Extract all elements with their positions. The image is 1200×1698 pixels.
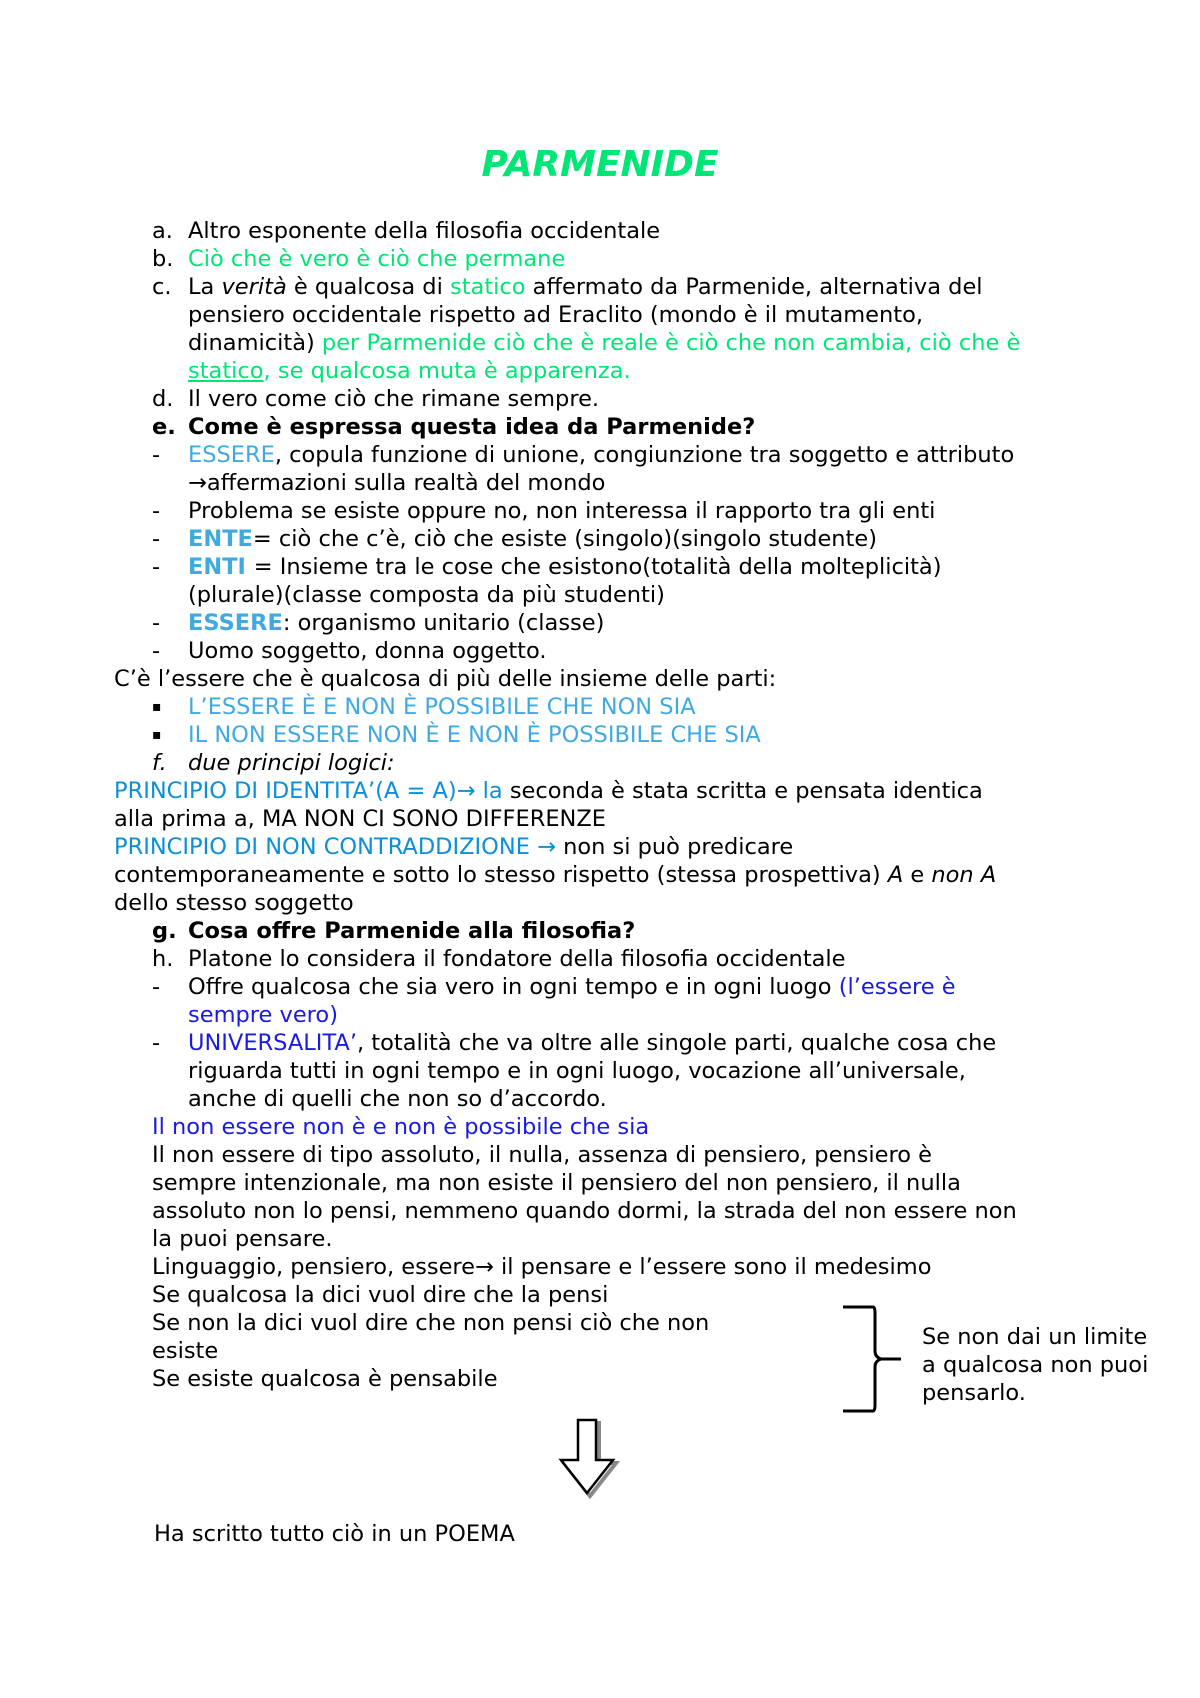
section-heading: Come è espressa questa idea da Parmenide? xyxy=(188,414,756,440)
dash-marker: - xyxy=(152,442,161,468)
text-line: dello stesso soggetto xyxy=(114,890,354,916)
text-run: ENTE xyxy=(188,526,253,552)
side-note-line: pensarlo. xyxy=(922,1380,1026,1406)
side-note-line: a qualcosa non puoi xyxy=(922,1352,1149,1378)
text-run: affermato da Parmenide, alternativa del xyxy=(525,274,983,300)
square-bullet-icon: ▪ xyxy=(152,699,162,715)
list-marker: c. xyxy=(152,274,172,300)
text-run: UNIVERSALITA’ xyxy=(188,1030,357,1056)
text-run: e xyxy=(903,862,932,888)
text-run: ENTI xyxy=(188,554,254,580)
text-run: statico xyxy=(188,358,264,384)
text-run: contemporaneamente e sotto lo stesso rispetto (stessa prospettiva) xyxy=(114,862,888,888)
dash-marker: - xyxy=(152,526,161,552)
text-line: riguarda tutti in ogni tempo e in ogni luogo, vocazione all’universale, xyxy=(188,1058,966,1084)
text-line: la puoi pensare. xyxy=(152,1226,333,1252)
list-marker: d. xyxy=(152,386,174,412)
text-run: non A xyxy=(931,862,997,888)
text-line: →affermazioni sulla realtà del mondo xyxy=(188,470,606,496)
list-item: Platone lo considera il fondatore della filosofia occidentale xyxy=(188,946,846,972)
text-run: Offre qualcosa che sia vero in ogni tempo e in ogni luogo xyxy=(188,974,839,1000)
principle-identity xyxy=(114,777,983,805)
section-heading: due principi logici: xyxy=(188,750,395,776)
text-run: dinamicità) xyxy=(188,330,322,356)
down-arrow-icon xyxy=(558,1418,626,1500)
list-item xyxy=(188,245,565,273)
text-run: , totalità che va oltre alle singole parti, qualche cosa che xyxy=(356,1030,997,1056)
item-text: Ciò che è vero è ciò che permane xyxy=(188,246,566,272)
text-run: PRINCIPIO DI NON CONTRADDIZIONE → xyxy=(114,834,564,860)
text-run: = ciò che c’è, ciò che esiste (singolo)(singolo studente) xyxy=(252,526,878,552)
text-line xyxy=(188,357,631,385)
square-bullet-icon: ▪ xyxy=(152,727,162,743)
text-line: sempre intenzionale, ma non esiste il pensiero del non pensiero, il nulla xyxy=(152,1170,961,1196)
list-marker: e. xyxy=(152,414,176,440)
page-title: PARMENIDE xyxy=(481,144,719,185)
list-item xyxy=(188,609,604,637)
text-run: statico xyxy=(449,274,526,300)
dash-marker: - xyxy=(152,638,161,664)
curly-brace-icon xyxy=(835,1303,905,1415)
dash-marker: - xyxy=(152,498,161,524)
text-line: sempre vero) xyxy=(188,1002,338,1028)
list-item xyxy=(188,441,1014,469)
list-item: Il vero come ciò che rimane sempre. xyxy=(188,386,600,412)
list-marker: a. xyxy=(152,218,173,244)
side-note-line: Se non dai un limite xyxy=(922,1324,1148,1350)
text-line: Se qualcosa la dici vuol dire che la pensi xyxy=(152,1282,609,1308)
text-run: (l’essere è xyxy=(838,974,956,1000)
list-item xyxy=(188,273,983,301)
list-item xyxy=(188,1029,996,1057)
text-line xyxy=(188,329,1020,357)
text-line: Il non essere di tipo assoluto, il nulla, assenza di pensiero, pensiero è xyxy=(152,1142,933,1168)
list-marker: b. xyxy=(152,246,174,272)
text-run: : organismo unitario (classe) xyxy=(282,610,605,636)
text-run: , copula funzione di unione, congiunzione tra soggetto e attributo xyxy=(274,442,1015,468)
list-item xyxy=(188,553,942,581)
text-run: non si può predicare xyxy=(563,834,794,860)
list-item: Problema se esiste oppure no, non interessa il rapporto tra gli enti xyxy=(188,498,936,524)
text-line: anche di quelli che non so d’accordo. xyxy=(188,1086,607,1112)
text-run: , se qualcosa muta è apparenza. xyxy=(263,358,631,384)
text-line: pensiero occidentale rispetto ad Eraclito (mondo è il mutamento, xyxy=(188,302,923,328)
text-line: assoluto non lo pensi, nemmeno quando dormi, la strada del non essere non xyxy=(152,1198,1017,1224)
section-heading: Il non essere non è e non è possibile che sia xyxy=(152,1114,650,1140)
text-line: alla prima a, MA NON CI SONO DIFFERENZE xyxy=(114,806,607,832)
text-run: per Parmenide ciò che è reale è ciò che non cambia, ciò che è xyxy=(321,330,1021,356)
text-line: esiste xyxy=(152,1338,219,1364)
list-item: L’ESSERE È E NON È POSSIBILE CHE NON SIA xyxy=(188,694,696,720)
dash-marker: - xyxy=(152,974,161,1000)
list-item xyxy=(188,973,956,1001)
section-heading: Cosa offre Parmenide alla filosofia? xyxy=(188,918,636,944)
text-run: seconda è stata scritta e pensata identica xyxy=(502,778,983,804)
text-run: La xyxy=(188,274,222,300)
final-note: Ha scritto tutto ciò in un POEMA xyxy=(154,1521,515,1547)
text-run: è qualcosa di xyxy=(286,274,450,300)
text-line: Linguaggio, pensiero, essere→ il pensare e l’essere sono il medesimo xyxy=(152,1254,932,1280)
principle-non-contradiction xyxy=(114,833,793,861)
list-item xyxy=(188,217,660,245)
text-run: verità xyxy=(221,274,287,300)
list-item: Uomo soggetto, donna oggetto. xyxy=(188,638,547,664)
dash-marker: - xyxy=(152,554,161,580)
text-run: = Insieme tra le cose che esistono(totalità della molteplicità) xyxy=(253,554,942,580)
dash-marker: - xyxy=(152,1030,161,1056)
text-line: (plurale)(classe composta da più studenti) xyxy=(188,582,665,608)
list-marker: f. xyxy=(152,750,167,776)
dash-marker: - xyxy=(152,610,161,636)
text-line: Se non la dici vuol dire che non pensi ciò che non xyxy=(152,1310,710,1336)
list-marker: h. xyxy=(152,946,174,972)
text-line xyxy=(114,861,996,889)
list-marker: g. xyxy=(152,918,177,944)
text-line: Se esiste qualcosa è pensabile xyxy=(152,1366,498,1392)
text-run: A xyxy=(887,862,904,888)
text-run: ESSERE xyxy=(188,442,275,468)
text-run: ESSERE xyxy=(188,610,283,636)
list-item xyxy=(188,525,877,553)
paragraph: C’è l’essere che è qualcosa di più delle insieme delle parti: xyxy=(114,666,777,692)
item-text: Altro esponente della filosofia occidentale xyxy=(188,218,661,244)
text-run: PRINCIPIO DI IDENTITA’(A = A)→ la xyxy=(114,778,503,804)
list-item: IL NON ESSERE NON È E NON È POSSIBILE CHE SIA xyxy=(188,722,761,748)
